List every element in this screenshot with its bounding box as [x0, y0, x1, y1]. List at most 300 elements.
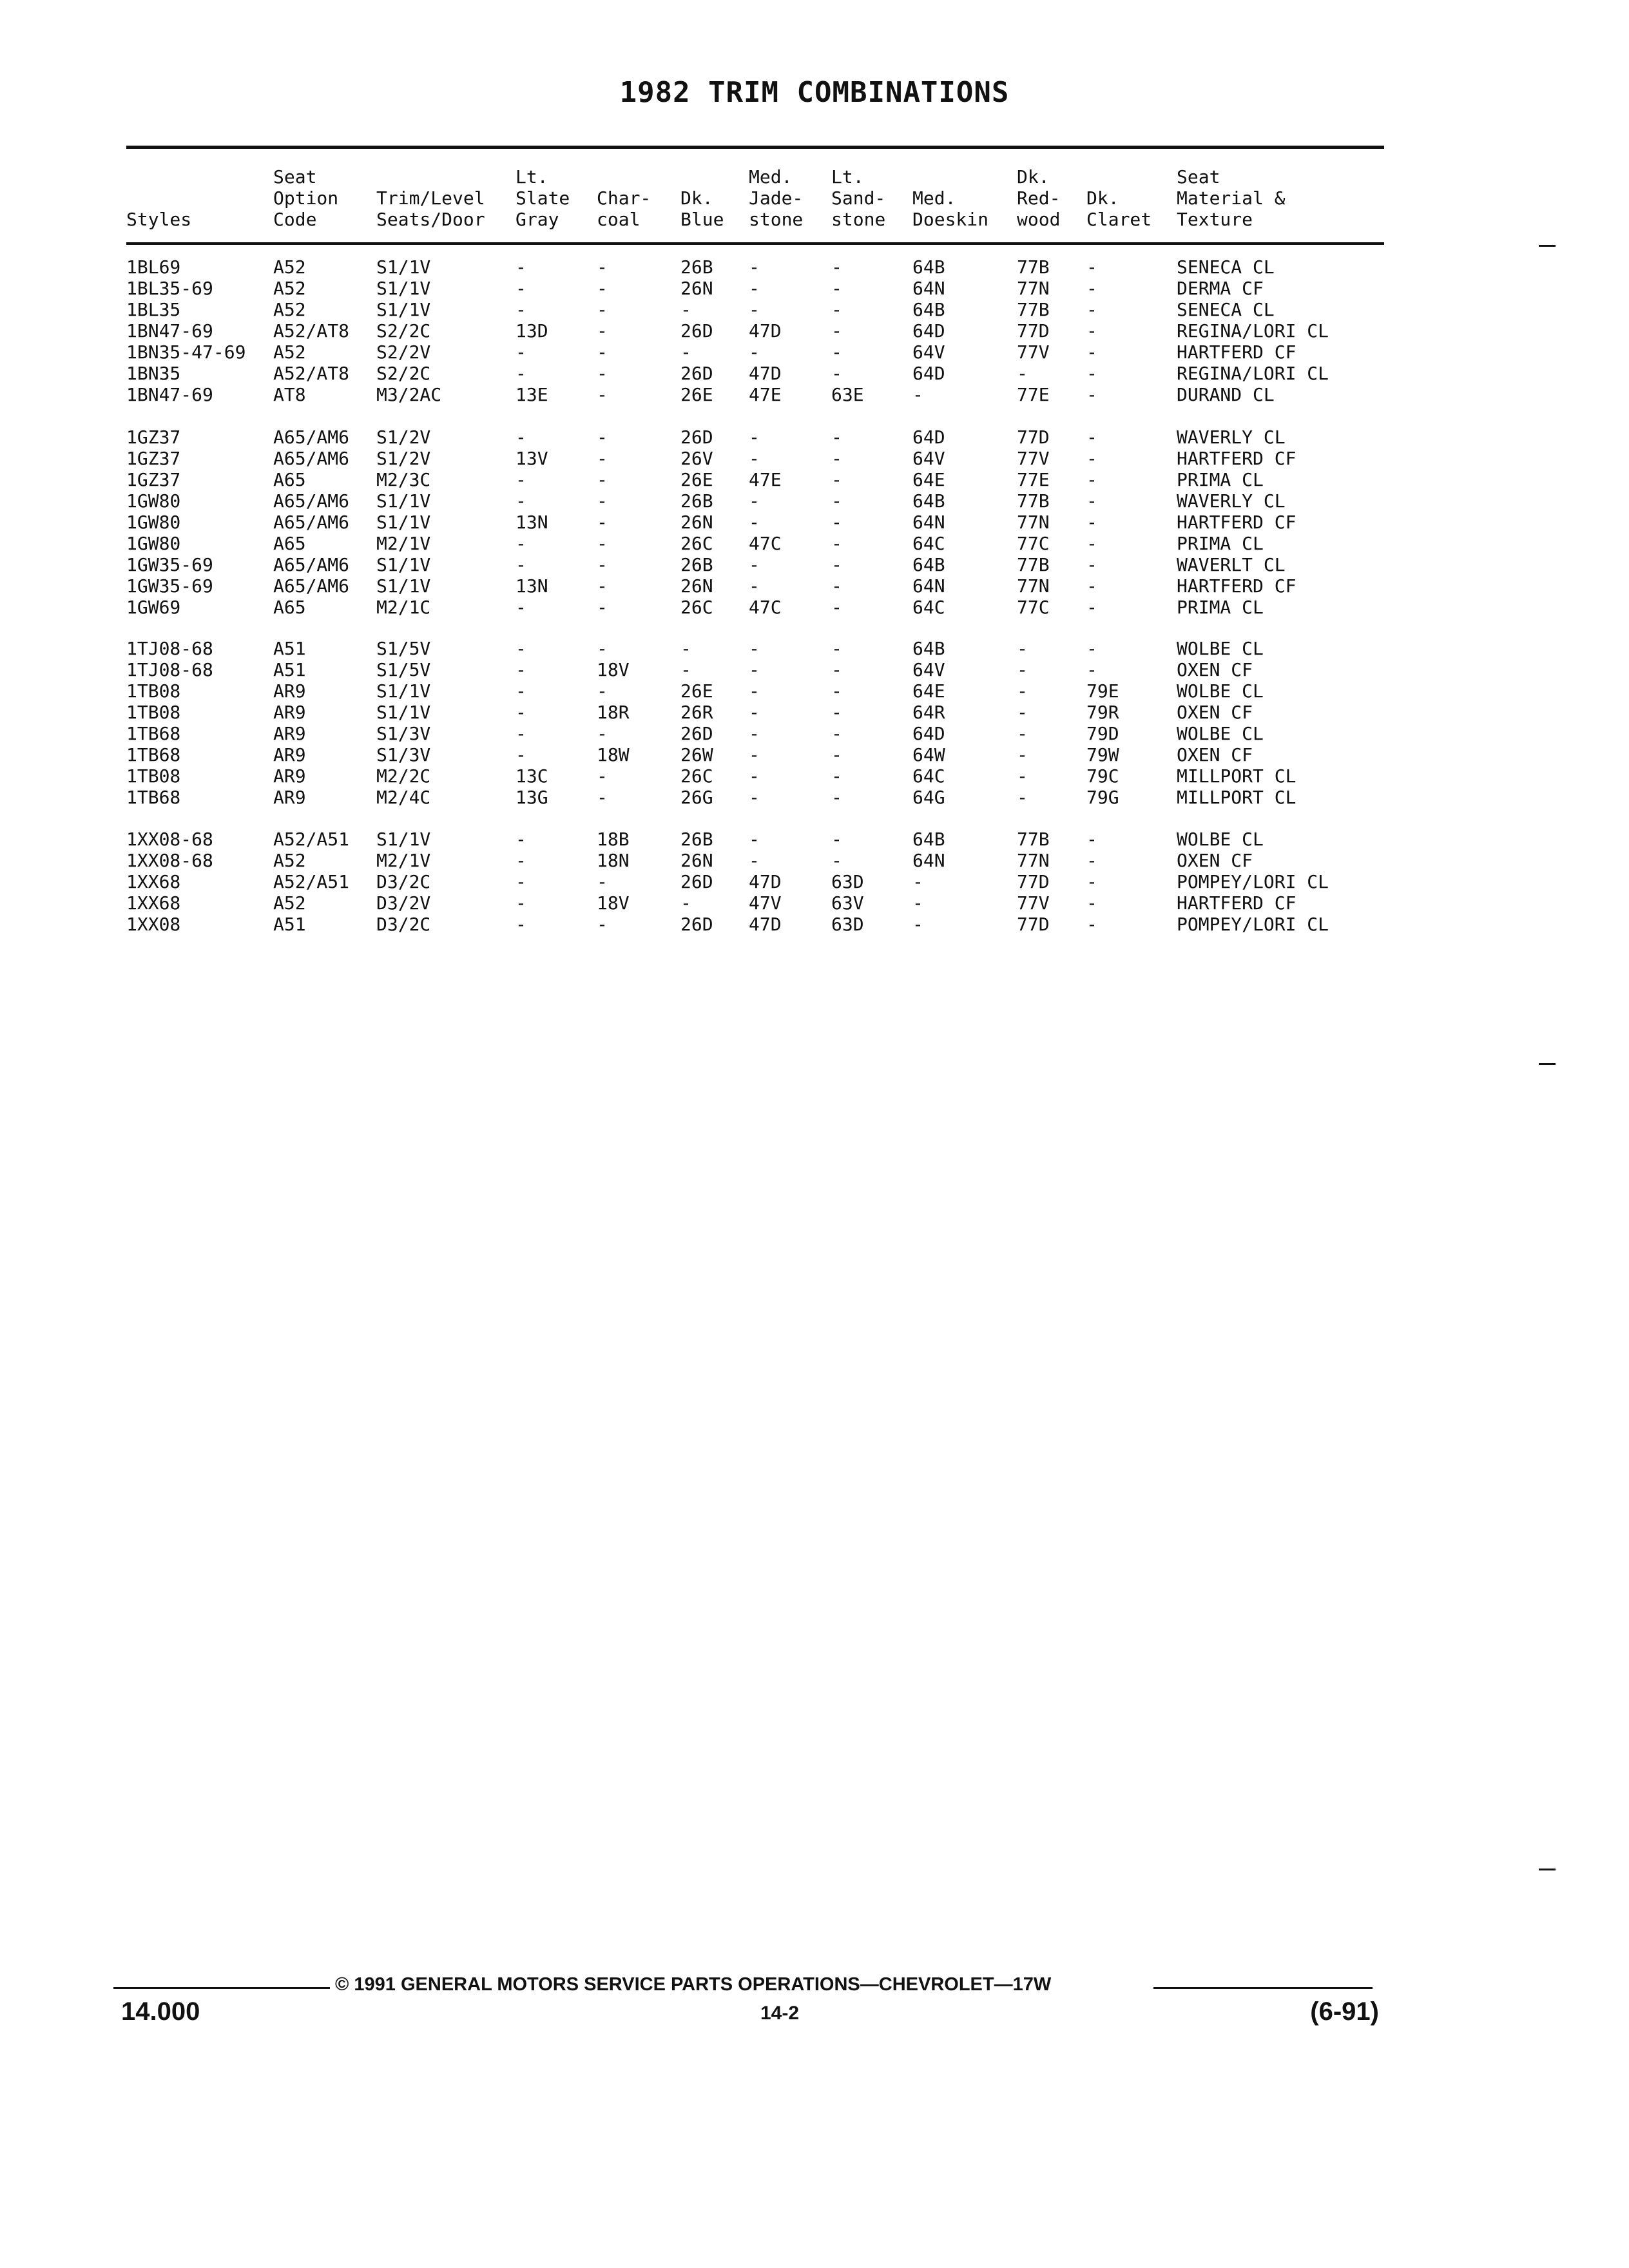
table-row [0, 914, 1629, 935]
column-header-line: Texture [1177, 209, 1253, 230]
cell-style: 1BN47-69 [126, 384, 213, 405]
column-header-line: Lt. [831, 166, 864, 187]
cell-doeskin: 64D [912, 427, 945, 448]
column-header-line: Slate [516, 187, 570, 209]
cell-slate: - [516, 850, 526, 871]
cell-claret: - [1086, 299, 1097, 320]
cell-trim: S2/2C [376, 363, 431, 384]
column-header-code [273, 166, 338, 230]
cell-charcoal: - [597, 427, 608, 448]
cell-charcoal: - [597, 680, 608, 702]
table-row [0, 723, 1629, 744]
cell-doeskin: 64G [912, 787, 945, 808]
cell-doeskin: 64B [912, 638, 945, 659]
cell-slate: - [516, 533, 526, 554]
cell-blue: 26G [680, 787, 713, 808]
table-row [0, 787, 1629, 808]
column-header-line: Gray [516, 209, 559, 230]
cell-slate: - [516, 469, 526, 490]
cell-slate: 13D [516, 320, 548, 341]
column-header-claret [1086, 166, 1152, 230]
cell-code: AR9 [273, 702, 306, 723]
cell-code: A65 [273, 597, 306, 618]
cell-jade: - [749, 850, 760, 871]
cell-slate: 13C [516, 765, 548, 787]
cell-blue: 26E [680, 680, 713, 702]
cell-code: A52 [273, 256, 306, 278]
cell-sand: - [831, 765, 842, 787]
cell-material: DURAND CL [1177, 384, 1275, 405]
cell-charcoal: 18B [597, 829, 630, 850]
cell-material: WOLBE CL [1177, 723, 1264, 744]
cell-slate: - [516, 723, 526, 744]
cell-blue: - [680, 659, 691, 680]
cell-charcoal: - [597, 363, 608, 384]
cell-charcoal: - [597, 597, 608, 618]
column-header-line: Blue [680, 209, 724, 230]
cell-sand: - [831, 597, 842, 618]
cell-claret: - [1086, 871, 1097, 892]
cell-slate: - [516, 597, 526, 618]
cell-jade: - [749, 702, 760, 723]
table-row [0, 765, 1629, 787]
cell-blue: - [680, 341, 691, 363]
cell-redwood: - [1017, 787, 1028, 808]
cell-style: 1XX68 [126, 892, 181, 914]
cell-blue: 26E [680, 469, 713, 490]
cell-redwood: 77V [1017, 892, 1050, 914]
table-row [0, 490, 1629, 512]
cell-material: PRIMA CL [1177, 533, 1264, 554]
cell-charcoal: - [597, 554, 608, 575]
column-header-line [1086, 166, 1152, 187]
cell-jade: - [749, 490, 760, 512]
cell-doeskin: 64R [912, 702, 945, 723]
cell-trim: M2/1V [376, 850, 431, 871]
cell-doeskin: 64V [912, 341, 945, 363]
table-row [0, 256, 1629, 278]
cell-claret: - [1086, 829, 1097, 850]
column-header-material [1177, 166, 1286, 230]
cell-blue: 26D [680, 320, 713, 341]
cell-doeskin: 64C [912, 533, 945, 554]
cell-doeskin: 64D [912, 723, 945, 744]
cell-blue: 26E [680, 384, 713, 405]
column-header-line: stone [831, 209, 886, 230]
cell-code: A52 [273, 299, 306, 320]
table-row [0, 680, 1629, 702]
cell-material: PRIMA CL [1177, 469, 1264, 490]
cell-code: A51 [273, 659, 306, 680]
cell-material: OXEN CF [1177, 702, 1253, 723]
cell-slate: 13E [516, 384, 548, 405]
table-row [0, 278, 1629, 299]
cell-blue: 26N [680, 278, 713, 299]
cell-claret: - [1086, 490, 1097, 512]
cell-slate: - [516, 341, 526, 363]
cell-blue: 26V [680, 448, 713, 469]
cell-claret: - [1086, 638, 1097, 659]
cell-jade: - [749, 723, 760, 744]
cell-claret: 79R [1086, 702, 1119, 723]
cell-doeskin: - [912, 914, 923, 935]
cell-claret: - [1086, 659, 1097, 680]
cell-sand: - [831, 320, 842, 341]
cell-sand: - [831, 469, 842, 490]
cell-claret: 79W [1086, 744, 1119, 765]
cell-blue: 26B [680, 829, 713, 850]
cell-doeskin: 64V [912, 659, 945, 680]
table-row [0, 659, 1629, 680]
cell-style: 1BN35 [126, 363, 181, 384]
cell-material: POMPEY/LORI CL [1177, 871, 1329, 892]
table-row [0, 744, 1629, 765]
table-row [0, 469, 1629, 490]
cell-doeskin: 64N [912, 278, 945, 299]
cell-redwood: 77V [1017, 341, 1050, 363]
cell-jade: 47E [749, 469, 782, 490]
cell-trim: S1/2V [376, 448, 431, 469]
header-rule [126, 242, 1384, 245]
cell-style: 1BL69 [126, 256, 181, 278]
cell-jade: - [749, 448, 760, 469]
cell-charcoal: - [597, 490, 608, 512]
cell-claret: - [1086, 533, 1097, 554]
cell-slate: - [516, 914, 526, 935]
footer-revision-date: (6-91) [1310, 1997, 1379, 2026]
cell-style: 1TB08 [126, 680, 181, 702]
cell-material: PRIMA CL [1177, 597, 1264, 618]
cell-charcoal: - [597, 320, 608, 341]
cell-sand: 63V [831, 892, 864, 914]
cell-claret: - [1086, 256, 1097, 278]
cell-style: 1GW80 [126, 490, 181, 512]
cell-charcoal: 18R [597, 702, 630, 723]
cell-style: 1GW35-69 [126, 575, 213, 597]
cell-material: OXEN CF [1177, 850, 1253, 871]
cell-code: A52/AT8 [273, 363, 350, 384]
cell-style: 1XX08-68 [126, 850, 213, 871]
table-row [0, 871, 1629, 892]
cell-style: 1GZ37 [126, 448, 181, 469]
cell-code: A65/AM6 [273, 554, 350, 575]
cell-code: A51 [273, 638, 306, 659]
cell-charcoal: 18W [597, 744, 630, 765]
cell-jade: - [749, 575, 760, 597]
column-header-line: Material & [1177, 187, 1286, 209]
column-header-line: Sand- [831, 187, 886, 209]
cell-trim: S1/1V [376, 256, 431, 278]
cell-doeskin: 64B [912, 256, 945, 278]
cell-code: A65 [273, 469, 306, 490]
cell-style: 1GZ37 [126, 427, 181, 448]
table-row [0, 341, 1629, 363]
cell-charcoal: - [597, 256, 608, 278]
cell-blue: 26R [680, 702, 713, 723]
cell-slate: - [516, 278, 526, 299]
footer-page-number: 14-2 [760, 2003, 800, 2024]
cell-blue: 26C [680, 533, 713, 554]
cell-claret: 79C [1086, 765, 1119, 787]
cell-material: HARTFERD CF [1177, 892, 1296, 914]
cell-slate: 13N [516, 575, 548, 597]
column-header-line: Trim/Level [376, 187, 485, 209]
cell-jade: - [749, 427, 760, 448]
cell-trim: M2/1V [376, 533, 431, 554]
cell-redwood: 77B [1017, 256, 1050, 278]
cell-trim: S1/1V [376, 278, 431, 299]
cell-slate: 13G [516, 787, 548, 808]
cell-style: 1TB68 [126, 787, 181, 808]
cell-doeskin: 64N [912, 850, 945, 871]
cell-style: 1BL35-69 [126, 278, 213, 299]
table-row [0, 575, 1629, 597]
cell-code: A65/AM6 [273, 490, 350, 512]
cell-style: 1TB08 [126, 765, 181, 787]
cell-jade: - [749, 744, 760, 765]
cell-sand: - [831, 829, 842, 850]
cell-code: AR9 [273, 787, 306, 808]
cell-redwood: - [1017, 363, 1028, 384]
cell-slate: - [516, 871, 526, 892]
cell-style: 1XX68 [126, 871, 181, 892]
cell-material: POMPEY/LORI CL [1177, 914, 1329, 935]
cell-style: 1GW80 [126, 533, 181, 554]
cell-claret: - [1086, 384, 1097, 405]
table-row [0, 448, 1629, 469]
cell-trim: D3/2V [376, 892, 431, 914]
cell-jade: - [749, 278, 760, 299]
cell-redwood: - [1017, 744, 1028, 765]
cell-sand: - [831, 427, 842, 448]
cell-redwood: 77N [1017, 850, 1050, 871]
column-header-line: Claret [1086, 209, 1152, 230]
cell-code: AR9 [273, 765, 306, 787]
cell-blue: 26B [680, 490, 713, 512]
column-header-line: Code [273, 209, 317, 230]
cell-sand: - [831, 490, 842, 512]
column-header-line: Dk. [1017, 166, 1050, 187]
column-header-slate [516, 166, 570, 230]
cell-charcoal: - [597, 787, 608, 808]
cell-claret: - [1086, 554, 1097, 575]
column-header-line [597, 166, 651, 187]
cell-doeskin: 64B [912, 299, 945, 320]
column-header-line: Option [273, 187, 339, 209]
cell-jade: - [749, 829, 760, 850]
cell-charcoal: - [597, 723, 608, 744]
column-header-trim [376, 166, 485, 230]
cell-sand: - [831, 448, 842, 469]
cell-style: 1GW69 [126, 597, 181, 618]
cell-blue: 26D [680, 871, 713, 892]
cell-trim: S1/1V [376, 512, 431, 533]
table-row [0, 554, 1629, 575]
footer-copyright: © 1991 GENERAL MOTORS SERVICE PARTS OPERATIONS—CHEVROLET—17W [335, 1974, 1052, 1995]
cell-blue: 26D [680, 914, 713, 935]
column-header-style [126, 166, 191, 230]
cell-sand: - [831, 680, 842, 702]
cell-trim: S1/1V [376, 575, 431, 597]
cell-style: 1GZ37 [126, 469, 181, 490]
table-row [0, 702, 1629, 723]
cell-slate: - [516, 680, 526, 702]
column-header-line: Styles [126, 209, 192, 230]
column-header-jade [749, 166, 803, 230]
cell-trim: S1/1V [376, 829, 431, 850]
cell-sand: - [831, 533, 842, 554]
column-header-line: Med. [912, 187, 956, 209]
cell-code: A65/AM6 [273, 512, 350, 533]
cell-doeskin: 64D [912, 320, 945, 341]
cell-style: 1GW35-69 [126, 554, 213, 575]
cell-slate: - [516, 256, 526, 278]
cell-blue: 26N [680, 575, 713, 597]
cell-jade: 47C [749, 533, 782, 554]
cell-redwood: - [1017, 659, 1028, 680]
column-header-redwood [1017, 166, 1060, 230]
cell-charcoal: - [597, 448, 608, 469]
margin-tick [1539, 245, 1556, 247]
table-row [0, 829, 1629, 850]
footer-rule-left [113, 1987, 330, 1989]
cell-charcoal: - [597, 341, 608, 363]
cell-charcoal: 18V [597, 659, 630, 680]
cell-trim: M2/4C [376, 787, 431, 808]
cell-jade: - [749, 765, 760, 787]
cell-blue: - [680, 892, 691, 914]
cell-trim: S1/1V [376, 680, 431, 702]
cell-jade: 47D [749, 871, 782, 892]
column-header-line: Doeskin [912, 209, 989, 230]
cell-jade: - [749, 256, 760, 278]
cell-redwood: 77V [1017, 448, 1050, 469]
cell-blue: 26W [680, 744, 713, 765]
cell-sand: - [831, 723, 842, 744]
column-header-line: Med. [749, 166, 793, 187]
cell-material: WAVERLT CL [1177, 554, 1286, 575]
cell-doeskin: 64E [912, 469, 945, 490]
cell-doeskin: - [912, 384, 923, 405]
cell-doeskin: 64D [912, 363, 945, 384]
cell-charcoal: - [597, 512, 608, 533]
column-header-blue [680, 166, 724, 230]
cell-jade: 47D [749, 914, 782, 935]
cell-trim: S1/1V [376, 490, 431, 512]
cell-redwood: 77N [1017, 278, 1050, 299]
cell-blue: - [680, 638, 691, 659]
cell-slate: - [516, 659, 526, 680]
column-header-line [126, 166, 191, 187]
cell-doeskin: 64B [912, 829, 945, 850]
cell-charcoal: - [597, 469, 608, 490]
cell-trim: M2/1C [376, 597, 431, 618]
cell-sand: - [831, 256, 842, 278]
column-header-line: Dk. [680, 187, 713, 209]
cell-jade: - [749, 659, 760, 680]
cell-sand: - [831, 512, 842, 533]
cell-blue: 26N [680, 850, 713, 871]
cell-doeskin: 64N [912, 512, 945, 533]
cell-code: A52 [273, 850, 306, 871]
cell-redwood: 77C [1017, 597, 1050, 618]
cell-code: AR9 [273, 680, 306, 702]
cell-redwood: 77D [1017, 427, 1050, 448]
cell-blue: 26N [680, 512, 713, 533]
column-header-line: stone [749, 209, 804, 230]
cell-sand: 63E [831, 384, 864, 405]
cell-charcoal: - [597, 533, 608, 554]
cell-trim: S2/2C [376, 320, 431, 341]
cell-style: 1TJ08-68 [126, 659, 213, 680]
cell-doeskin: 64N [912, 575, 945, 597]
cell-charcoal: - [597, 914, 608, 935]
cell-material: WAVERLY CL [1177, 490, 1286, 512]
cell-style: 1GW80 [126, 512, 181, 533]
cell-doeskin: 64C [912, 765, 945, 787]
cell-doeskin: 64B [912, 554, 945, 575]
cell-redwood: 77E [1017, 384, 1050, 405]
cell-slate: - [516, 702, 526, 723]
cell-blue: 26D [680, 723, 713, 744]
cell-claret: - [1086, 575, 1097, 597]
cell-trim: S1/2V [376, 427, 431, 448]
cell-material: HARTFERD CF [1177, 512, 1296, 533]
cell-sand: 63D [831, 914, 864, 935]
table-row [0, 320, 1629, 341]
column-header-line: Char- [597, 187, 651, 209]
cell-code: A52/A51 [273, 871, 350, 892]
cell-sand: - [831, 363, 842, 384]
cell-blue: - [680, 299, 691, 320]
cell-material: SENECA CL [1177, 256, 1275, 278]
cell-claret: 79D [1086, 723, 1119, 744]
cell-claret: - [1086, 427, 1097, 448]
cell-redwood: 77B [1017, 299, 1050, 320]
cell-trim: S1/1V [376, 299, 431, 320]
cell-jade: - [749, 341, 760, 363]
cell-claret: - [1086, 597, 1097, 618]
cell-code: AR9 [273, 723, 306, 744]
footer-rule-right [1153, 1987, 1373, 1989]
table-row [0, 638, 1629, 659]
cell-style: 1BN47-69 [126, 320, 213, 341]
footer-section-number: 14.000 [121, 1997, 200, 2026]
column-header-line: Seat [1177, 166, 1220, 187]
cell-claret: 79E [1086, 680, 1119, 702]
cell-claret: - [1086, 914, 1097, 935]
column-header-line: Dk. [1086, 187, 1119, 209]
cell-jade: 47D [749, 363, 782, 384]
cell-sand: - [831, 638, 842, 659]
column-header-line: wood [1017, 209, 1061, 230]
cell-jade: - [749, 554, 760, 575]
cell-sand: - [831, 850, 842, 871]
cell-material: HARTFERD CF [1177, 448, 1296, 469]
cell-sand: - [831, 554, 842, 575]
cell-charcoal: 18N [597, 850, 630, 871]
cell-style: 1TB68 [126, 723, 181, 744]
cell-redwood: 77N [1017, 575, 1050, 597]
cell-slate: - [516, 892, 526, 914]
cell-trim: S1/1V [376, 554, 431, 575]
cell-sand: - [831, 744, 842, 765]
cell-charcoal: - [597, 384, 608, 405]
cell-blue: 26D [680, 363, 713, 384]
cell-material: MILLPORT CL [1177, 765, 1296, 787]
cell-trim: S1/3V [376, 744, 431, 765]
cell-blue: 26B [680, 554, 713, 575]
